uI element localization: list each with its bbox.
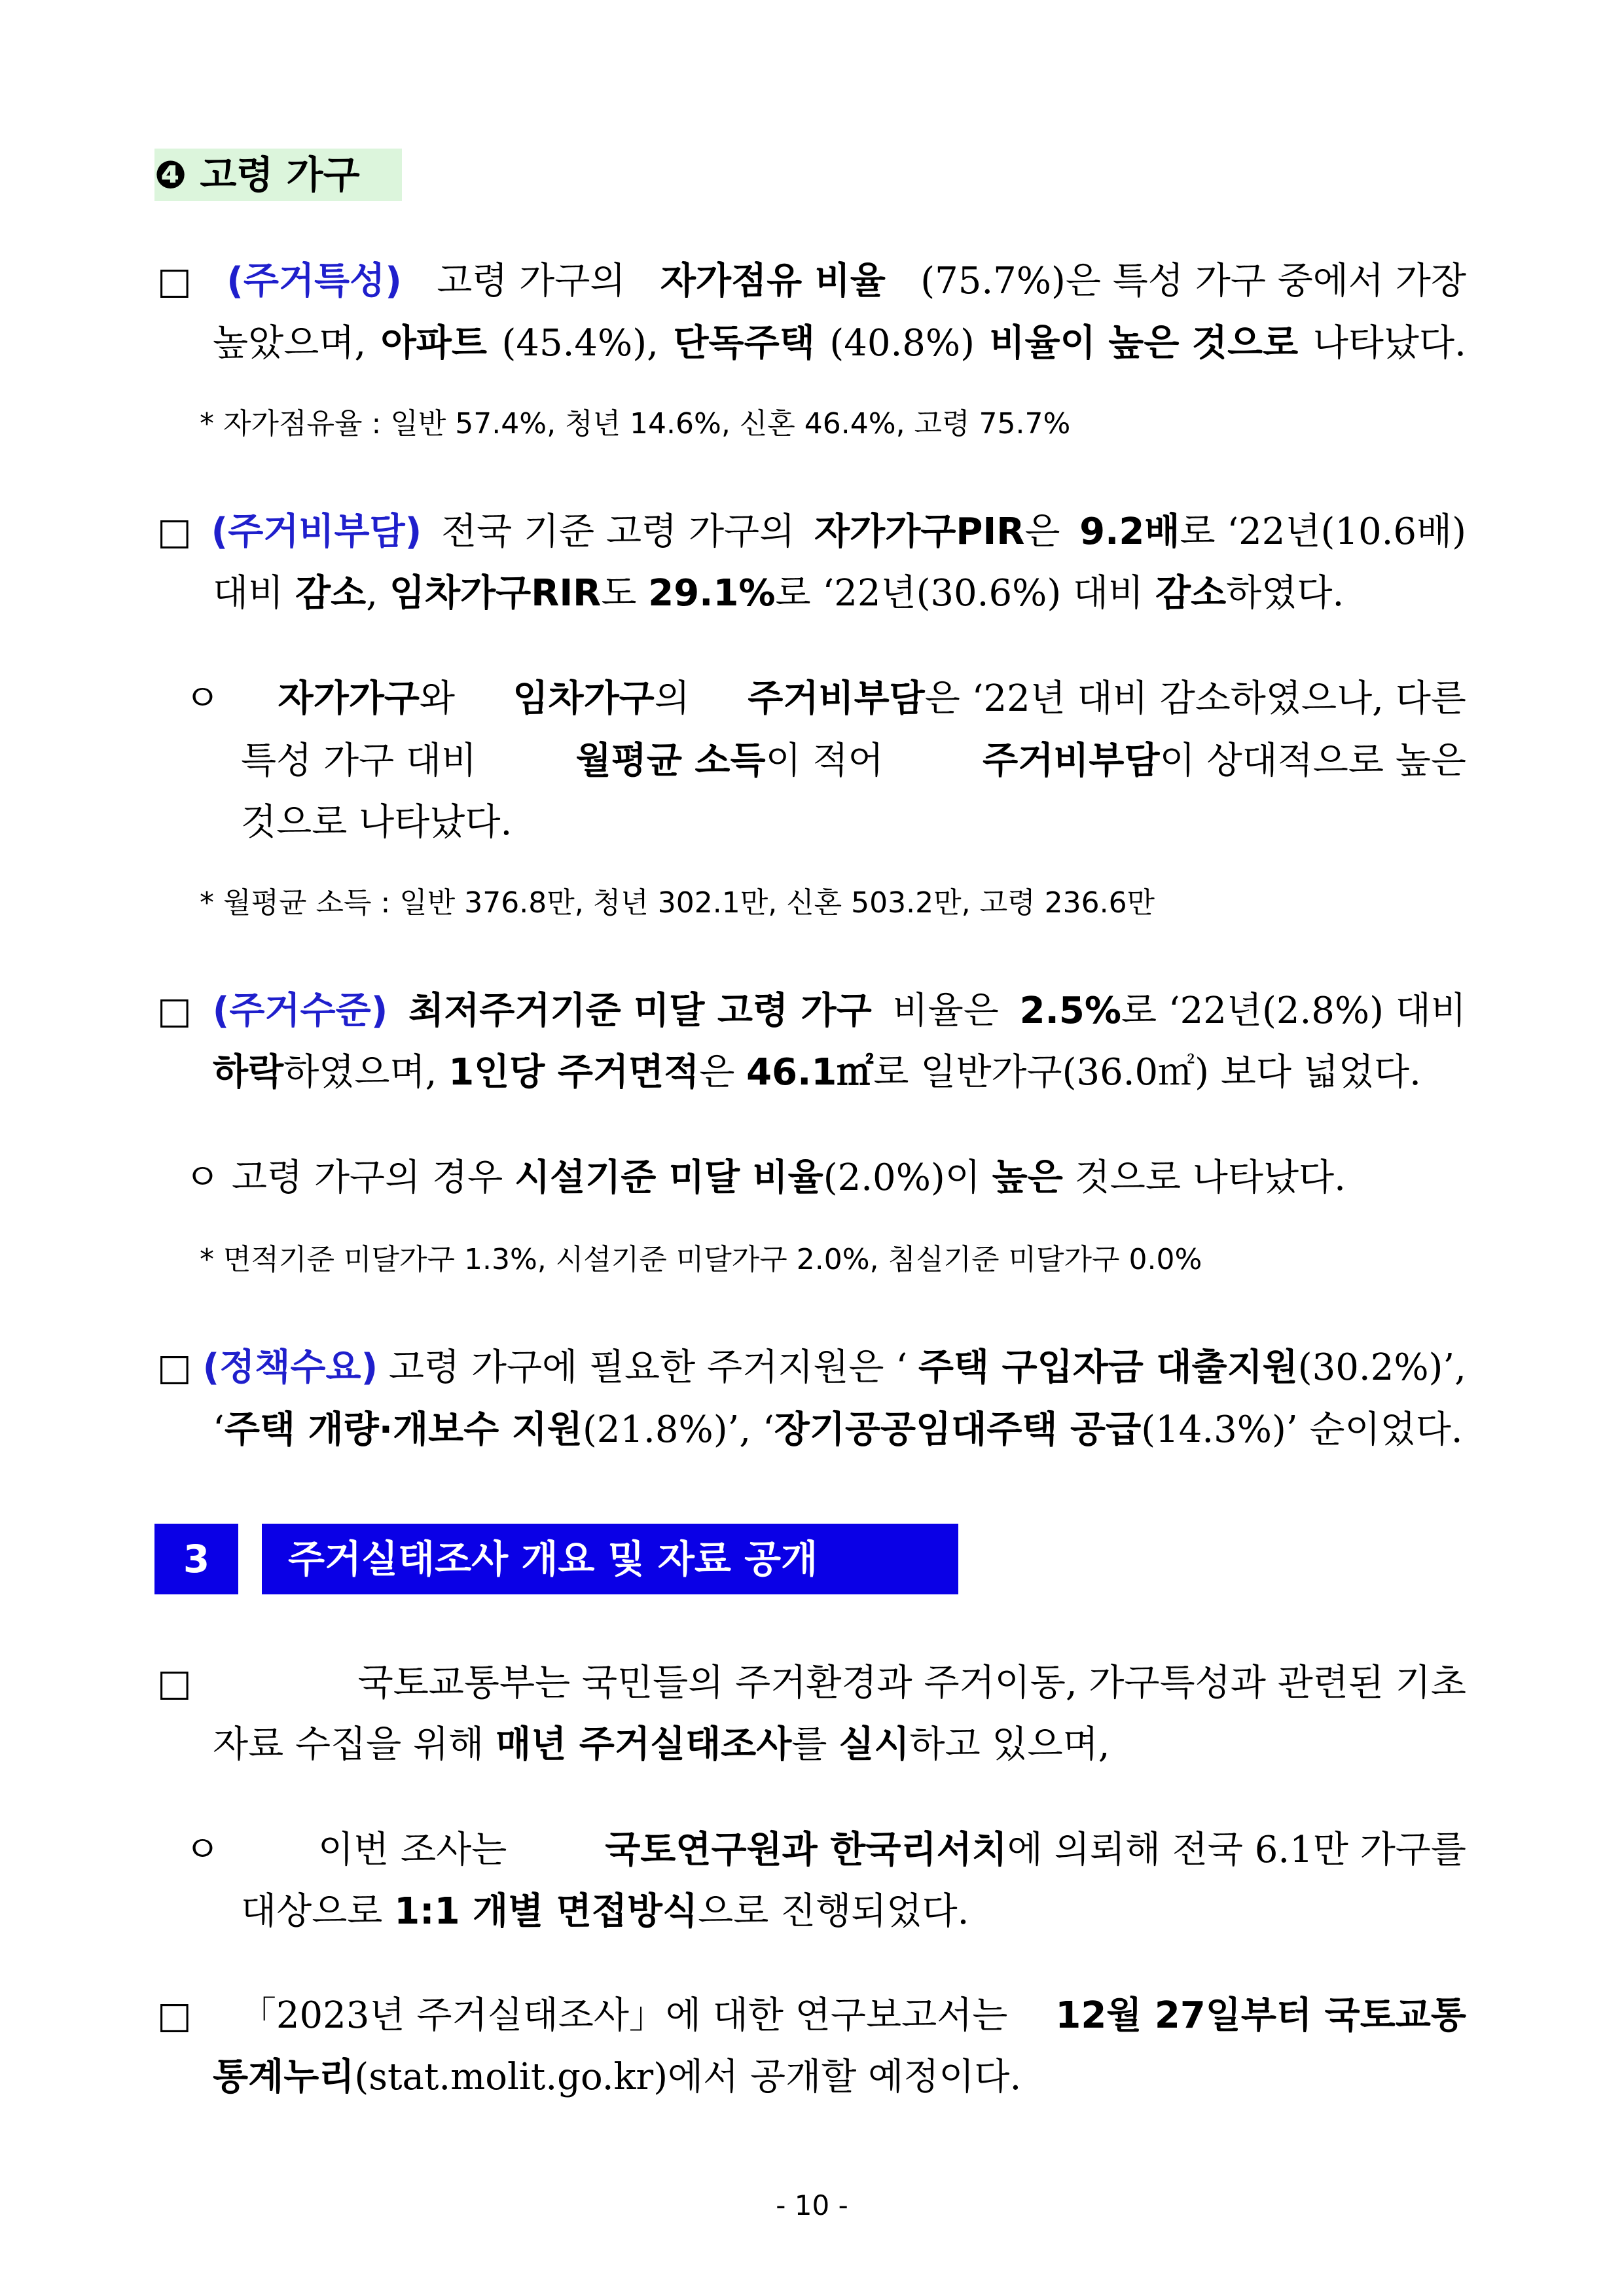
note-text: 면적기준 미달가구 1.3%, 시설기준 미달가구 2.0%, 침실기준 미달가구 0.0% [223,1243,1202,1276]
bold-text: 감소 [295,572,367,615]
footnote [200,406,1070,442]
text: 은 ‘22년 대비 감소하였으나, 다른 [924,677,1466,720]
square-bullet: □ [157,990,192,1032]
bold-text: 월평균 소득 [575,740,766,782]
text: 전국 기준 고령 가구의 [441,511,795,553]
text: 고령 가구의 [437,260,626,302]
tag-housing-standard: (주거수준) [212,990,388,1032]
bold-text: 자가가구PIR [814,511,1025,553]
text: 이번 조사는 [318,1829,507,1871]
circle-bullet: ㅇ [185,677,221,720]
text: 대비 [213,572,284,615]
bold-text: 임차가구RIR [389,572,602,615]
text: ‘ [213,1408,225,1451]
text: 「2023년 주거실태조사」에 대한 연구보고서는 [239,1994,1008,2037]
text: 은 [699,1051,735,1094]
tag-housing-characteristics: (주거특성) [226,260,402,302]
page-number: - 10 - [776,2189,848,2221]
p1-line2 [213,321,1466,367]
p6-line1 [157,1993,1466,2039]
text: 도 [601,572,637,615]
bold-text: 하락 [213,1051,284,1094]
text: 고령 가구의 경우 [231,1157,503,1199]
square-bullet: □ [157,260,192,302]
circle-bullet: ㅇ [185,1157,221,1199]
text: 의 [654,677,690,720]
square-bullet: □ [157,1662,192,1704]
text: 자료 수집을 위해 [213,1723,484,1766]
p4-line2 [213,1407,1466,1453]
bold-text: 임차가구 [513,677,655,720]
p5-line1 [157,1660,1466,1706]
bold-text: 단독주택 [673,322,815,365]
asterisk: * [200,886,214,920]
bold-text: 2.5% [1019,990,1121,1032]
square-bullet: □ [157,1346,192,1389]
p1-line1 [157,259,1466,304]
text: 나타났다. [1312,322,1466,365]
text: 특성 가구 대비 [241,740,477,782]
text: 국토교통부는 국민들의 주거환경과 주거이동, 가구특성과 관련된 기초 [357,1662,1466,1704]
note-text: 자가점유율 : 일반 57.4%, 청년 14.6%, 신혼 46.4%, 고령 75.7% [223,407,1071,440]
p2-line1 [157,509,1466,555]
p2-sub-line3: 것으로 나타났다. [241,801,513,844]
text: 은 [1024,511,1060,553]
circle-bullet: ㅇ [185,1829,221,1871]
bold-text: 자가가구 [278,677,420,720]
bold-text: 주거비부담 [748,677,925,720]
p5-line2 [213,1722,1110,1768]
footnote [200,885,1155,922]
heading-title: 고령 가구 [200,152,360,197]
circled-number-icon: ❹ [154,152,187,197]
bold-text: 주택 구입자금 대출지원 [918,1346,1298,1389]
asterisk: * [200,407,214,440]
bold-text: 1인당 주거면적 [448,1051,700,1094]
p3-sub-line1 [185,1155,1346,1201]
bold-text: 시설기준 미달 비율 [514,1157,823,1199]
bold-text: 주택 개량·개보수 지원 [224,1408,583,1451]
bold-text: 9.2배 [1079,511,1180,553]
p3-line1 [157,988,1466,1034]
p5-sub-line2 [241,1889,969,1935]
bold-text: 높은 [992,1157,1063,1199]
square-bullet: □ [157,511,192,553]
tag-housing-cost: (주거비부담) [211,511,422,553]
text: 와 [419,677,455,720]
bold-text: 최저주거기준 미달 고령 가구 [408,990,872,1032]
bold-text: 비율이 높은 것으로 [989,322,1299,365]
footnote [200,1242,1202,1278]
text: , [366,572,378,615]
p2-sub-line1 [185,676,1466,722]
bold-text: 자가점유 비율 [660,260,886,302]
bold-text: 국토연구원과 한국리서치 [605,1829,1007,1871]
text: 하였으며, [283,1051,437,1094]
text: 대상으로 [241,1890,383,1933]
text: 를 [791,1723,827,1766]
section-heading-elderly [154,149,402,201]
bold-text: 아파트 [380,322,487,365]
text: 하고 있으며, [909,1723,1110,1766]
p4-line1 [157,1345,1466,1391]
text: (30.2%)’, [1297,1346,1466,1389]
square-bullet: □ [157,1994,192,2037]
p2-sub-line2 [241,738,1466,784]
text: (stat.molit.go.kr)에서 공개할 예정이다. [354,2056,1022,2098]
text: (14.3%)’ 순이었다. [1141,1408,1463,1451]
text: 으로 진행되었다. [698,1890,969,1933]
text: 이 상대적으로 높은 [1159,740,1466,782]
note-text: 월평균 소득 : 일반 376.8만, 청년 302.1만, 신혼 503.2만, 고령 236.6만 [223,886,1155,920]
p3-line2 [213,1050,1466,1096]
text: 높았으며, [213,322,367,365]
text: (2.0%)이 [823,1157,981,1199]
bold-text: 1:1 개별 면접방식 [394,1890,698,1933]
text: 하였다. [1226,572,1344,615]
p5-sub-line1 [185,1827,1466,1873]
bold-text: 감소 [1155,572,1227,615]
bold-text: 29.1% [648,572,776,615]
text: (21.8%)’, ‘ [582,1408,774,1451]
bold-text: 주거비부담 [983,740,1160,782]
asterisk: * [200,1243,214,1276]
text: 비율은 [892,990,999,1032]
bold-text: 46.1㎡ [746,1051,874,1094]
bold-text: 통계누리 [213,2056,355,2098]
tag-policy-demand: (정책수요) [202,1346,378,1389]
bold-text: 12월 27일부터 국토교통 [1055,1994,1466,2037]
text: 에 의뢰해 전국 6.1만 가구를 [1007,1829,1466,1871]
bold-text: 실시 [839,1723,910,1766]
text: 것으로 나타났다. [1074,1157,1346,1199]
section-title-bar: 주거실태조사 개요 및 자료 공개 [262,1524,958,1594]
bold-text: 매년 주거실태조사 [496,1723,792,1766]
text: 로 ‘22년(10.6배) [1180,511,1466,553]
text: 로 일반가구(36.0㎡) 보다 넓었다. [873,1051,1421,1094]
p2-line2 [213,571,1404,617]
text: (75.7%)은 특성 가구 중에서 가장 [920,260,1466,302]
text: (45.4%), [501,322,659,365]
text: 로 ‘22년(2.8%) 대비 [1121,990,1466,1032]
text: 로 ‘22년(30.6%) 대비 [775,572,1144,615]
text: 고령 가구에 필요한 주거지원은 ‘ [388,1346,908,1389]
bold-text: 장기공공임대주택 공급 [774,1408,1142,1451]
section-number-badge: 3 [154,1524,238,1594]
p6-line2 [213,2054,1021,2100]
text: 이 적어 [765,740,884,782]
text: (40.8%) [829,322,975,365]
